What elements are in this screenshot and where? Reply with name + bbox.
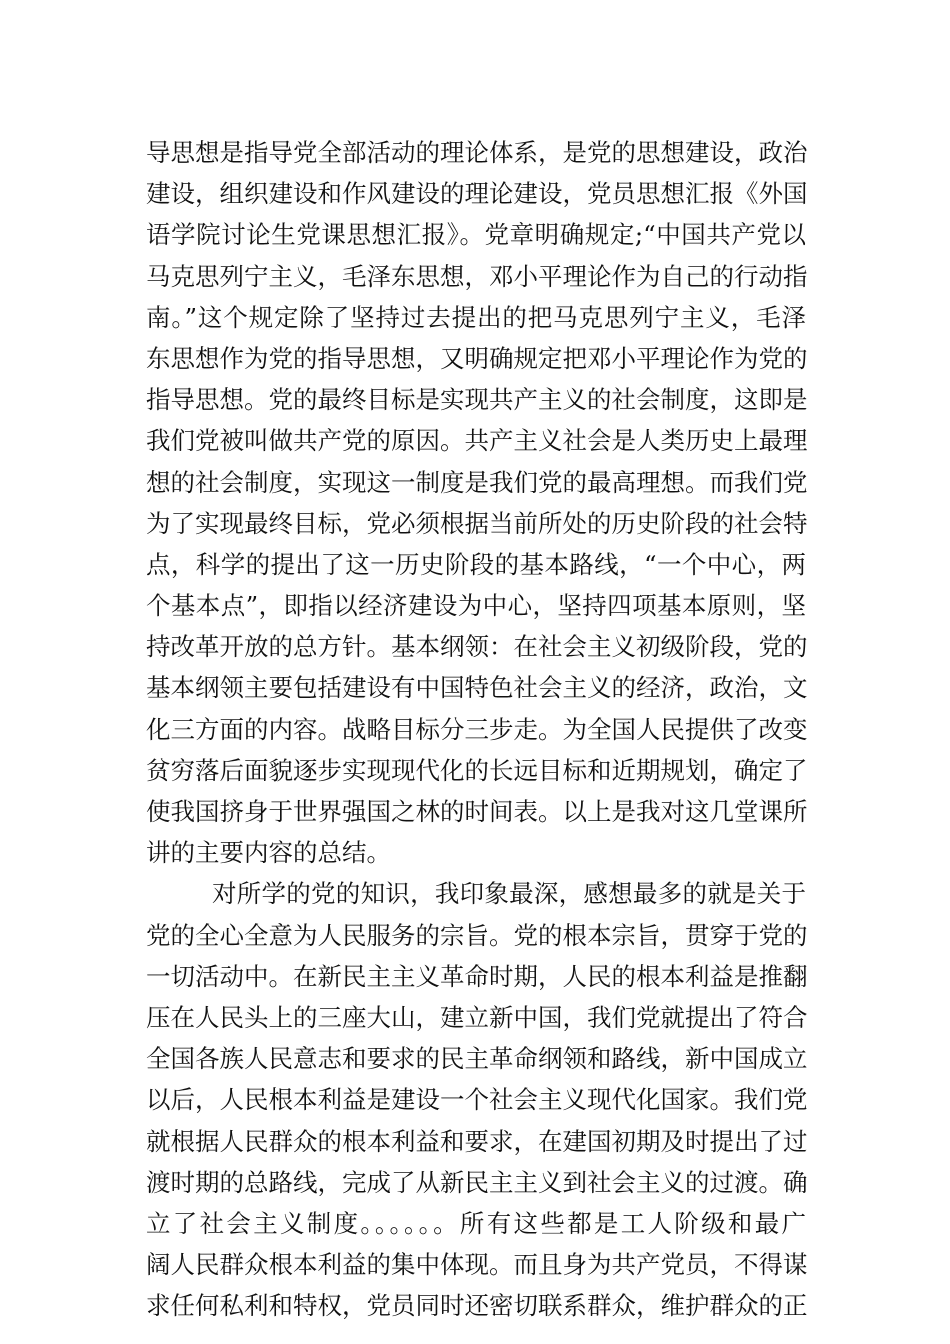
text-line: 导思想是指导党全部活动的理论体系，是党的思想建设，政治 <box>146 138 808 167</box>
text-line: 一切活动中。在新民主主义革命时期，人民的根本利益是推翻 <box>146 961 808 991</box>
text-line: 贫穷落后面貌逐步实现现代化的长远目标和近期规划，确定了 <box>146 755 808 785</box>
text-line: 东思想作为党的指导思想，又明确规定把邓小平理论作为党的 <box>146 343 808 373</box>
text-line: 我们党被叫做共产党的原因。共产主义社会是人类历史上最理 <box>146 426 808 456</box>
paragraph-1 <box>146 132 806 873</box>
text-line: 想的社会制度，实现这一制度是我们党的最高理想。而我们党 <box>146 467 808 497</box>
paragraph-2 <box>146 873 806 1326</box>
text-line: 个基本点”，即指以经济建设为中心，坚持四项基本原则，坚 <box>146 591 806 621</box>
text-line: 求任何私利和特权，党员同时还密切联系群众，维护群众的正 <box>146 1291 808 1321</box>
text-line: 基本纲领主要包括建设有中国特色社会主义的经济，政治，文 <box>146 673 808 703</box>
text-line: 语学院讨论生党课思想汇报》。党章明确规定;“中国共产党以 <box>146 220 806 250</box>
text-line: 渡时期的总路线，完成了从新民主主义到社会主义的过渡。确 <box>146 1167 808 1197</box>
text-line: 讲的主要内容的总结。 <box>146 838 391 868</box>
text-line: 为了实现最终目标，党必须根据当前所处的历史阶段的社会特 <box>146 508 808 538</box>
text-line: 对所学的党的知识，我印象最深，感想最多的就是关于 <box>212 879 806 909</box>
text-line: 建设，组织建设和作风建设的理论建设，党员思想汇报《外国 <box>146 179 808 209</box>
text-line: 指导思想。党的最终目标是实现共产主义的社会制度，这即是 <box>146 385 808 415</box>
text-line: 立了社会主义制度。。。。。。所有这些都是工人阶级和最广 <box>146 1208 806 1238</box>
text-line: 马克思列宁主义，毛泽东思想，邓小平理论作为自己的行动指 <box>146 261 808 291</box>
text-line: 以后，人民根本利益是建设一个社会主义现代化国家。我们党 <box>146 1085 808 1115</box>
text-line: 化三方面的内容。战略目标分三步走。为全国人民提供了改变 <box>146 714 808 744</box>
text-line: 党的全心全意为人民服务的宗旨。党的根本宗旨，贯穿于党的 <box>146 920 808 950</box>
text-line: 压在人民头上的三座大山，建立新中国，我们党就提出了符合 <box>146 1002 808 1032</box>
text-line: 点，科学的提出了这一历史阶段的基本路线，“一个中心，两 <box>146 549 806 579</box>
document-body <box>146 132 806 1326</box>
text-line: 就根据人民群众的根本利益和要求，在建国初期及时提出了过 <box>146 1126 808 1156</box>
text-line: 使我国挤身于世界强国之林的时间表。以上是我对这几堂课所 <box>146 797 808 826</box>
text-line: 持改革开放的总方针。基本纲领：在社会主义初级阶段，党的 <box>146 632 808 662</box>
text-line: 阔人民群众根本利益的集中体现。而且身为共产党员，不得谋 <box>146 1250 808 1280</box>
text-line: 全国各族人民意志和要求的民主革命纲领和路线，新中国成立 <box>146 1044 808 1074</box>
text-line: 南。”这个规定除了坚持过去提出的把马克思列宁主义，毛泽 <box>146 302 806 332</box>
